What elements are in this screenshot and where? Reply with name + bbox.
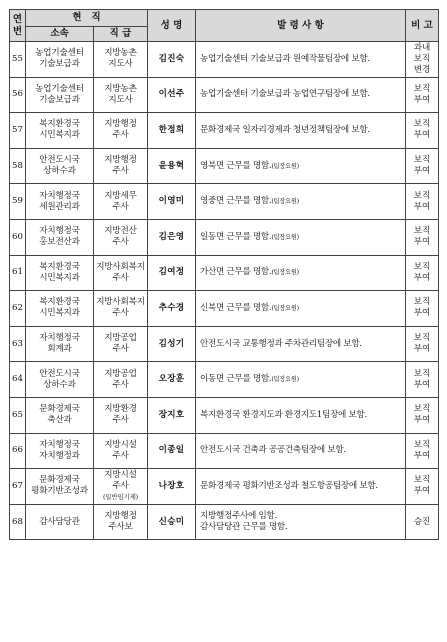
row-name: 한정희	[148, 113, 196, 149]
row-number: 67	[10, 469, 26, 505]
row-order-sub: (팀장요원)	[271, 198, 299, 206]
row-grade: 지방세무 주사	[94, 184, 148, 220]
row-order-detail	[196, 42, 406, 78]
row-remark: 보직 부여	[406, 219, 439, 255]
row-remark: 보직 부여	[406, 291, 439, 327]
row-name: 오장훈	[148, 362, 196, 398]
row-department: 문화경제국 축산과	[26, 397, 94, 433]
table-row	[10, 148, 439, 184]
row-order-text: 신북면 근무를 명함.	[200, 302, 272, 313]
row-order-detail	[196, 255, 406, 291]
row-order-detail	[196, 77, 406, 113]
row-order-sub: (팀장요원)	[271, 269, 299, 277]
row-order-text: 농업기술센터 기술보급과 농업연구팀장에 보함.	[200, 89, 370, 100]
row-grade: 지방행정 주사	[94, 148, 148, 184]
table-row	[10, 326, 439, 362]
row-grade: 지방농촌 지도사	[94, 42, 148, 78]
row-order-sub: (팀장요원)	[271, 304, 299, 312]
row-name: 이종일	[148, 433, 196, 469]
row-department: 자치행정국 회계과	[26, 326, 94, 362]
table-row	[10, 113, 439, 149]
row-grade-text: 지방시설 주사	[104, 469, 137, 491]
row-number: 55	[10, 42, 26, 78]
row-number: 57	[10, 113, 26, 149]
row-remark: 보직 부여	[406, 469, 439, 505]
header-current-position: 현 직	[26, 10, 148, 27]
row-order-text: 농업기술센터 기술보급과 원예작물팀장에 보함.	[200, 53, 370, 64]
row-number: 59	[10, 184, 26, 220]
row-remark: 보직 부여	[406, 113, 439, 149]
row-number: 61	[10, 255, 26, 291]
row-department: 안전도시국 상하수과	[26, 148, 94, 184]
row-order-text: 문화경제국 평화기반조성과 철도항공팀장에 보함.	[200, 480, 378, 491]
header-seq: 연 번	[10, 10, 26, 42]
row-remark: 보직 부여	[406, 397, 439, 433]
row-order-text: 일동면 근무를 명함.	[200, 231, 272, 242]
row-remark: 승진	[406, 504, 439, 540]
row-remark: 보직 부여	[406, 148, 439, 184]
row-name: 장지호	[148, 397, 196, 433]
row-grade: 지방행정 주사보	[94, 504, 148, 540]
row-name: 김여정	[148, 255, 196, 291]
row-order-text: 이동면 근무를 명함.	[200, 374, 272, 385]
row-grade: 지방공업 주사	[94, 362, 148, 398]
row-number: 65	[10, 397, 26, 433]
row-department: 복지환경국 시민복지과	[26, 291, 94, 327]
row-number: 62	[10, 291, 26, 327]
header-grade: 직 급	[94, 27, 148, 42]
table-row	[10, 397, 439, 433]
row-remark: 보직 부여	[406, 326, 439, 362]
row-order-text: 복지환경국 환경지도과 환경지도1팀장에 보함.	[200, 409, 367, 420]
row-name: 김진숙	[148, 42, 196, 78]
row-name: 신승미	[148, 504, 196, 540]
row-department: 자치행정국 자치행정과	[26, 433, 94, 469]
row-number: 64	[10, 362, 26, 398]
table-row	[10, 184, 439, 220]
row-number: 68	[10, 504, 26, 540]
row-department: 자치행정국 세원관리과	[26, 184, 94, 220]
row-order-text: 영중면 근무를 명함.	[200, 196, 272, 207]
row-order-text: 안전도시국 건축과 공공건축팀장에 보함.	[200, 445, 346, 456]
row-order-detail	[196, 504, 406, 540]
row-order-text: 가산면 근무를 명함.	[200, 267, 272, 278]
table-row	[10, 255, 439, 291]
row-remark: 보직 부여	[406, 184, 439, 220]
row-order-detail	[196, 362, 406, 398]
row-grade: 지방환경 주사	[94, 397, 148, 433]
row-order-detail	[196, 397, 406, 433]
row-number: 60	[10, 219, 26, 255]
table-row	[10, 362, 439, 398]
row-department: 농업기술센터 기술보급과	[26, 77, 94, 113]
row-order-sub: (팀장요원)	[271, 162, 299, 170]
row-order-detail	[196, 148, 406, 184]
table-row	[10, 219, 439, 255]
header-remark: 비 고	[406, 10, 439, 42]
row-name: 김은영	[148, 219, 196, 255]
row-department: 감사담당관	[26, 504, 94, 540]
row-order-text: 안전도시국 교통행정과 주차관리팀장에 보함.	[200, 338, 362, 349]
row-grade	[94, 469, 148, 505]
row-name: 추수경	[148, 291, 196, 327]
row-department: 농업기술센터 기술보급과	[26, 42, 94, 78]
table-row	[10, 291, 439, 327]
row-name: 이영미	[148, 184, 196, 220]
header-dept: 소속	[26, 27, 94, 42]
row-grade: 지방전산 주사	[94, 219, 148, 255]
row-remark: 보직 부여	[406, 77, 439, 113]
row-name: 이선주	[148, 77, 196, 113]
row-department: 자치행정국 홍보전산과	[26, 219, 94, 255]
row-order-text: 문화경제국 일자리경제과 청년정책팀장에 보함.	[200, 124, 370, 135]
row-number: 58	[10, 148, 26, 184]
row-number: 63	[10, 326, 26, 362]
row-department: 문화경제국 평화기반조성과	[26, 469, 94, 505]
row-number: 66	[10, 433, 26, 469]
row-order-detail	[196, 469, 406, 505]
row-order-text: 지방행정주사에 임함.	[200, 511, 277, 522]
row-order-text: 영북면 근무를 명함.	[200, 160, 272, 171]
row-grade: 지방사회복지 주사	[94, 291, 148, 327]
header-order: 발 령 사 항	[196, 10, 406, 42]
row-grade: 지방사회복지 주사	[94, 255, 148, 291]
row-order-text-line2: 감사담당관 근무를 명함.	[200, 522, 288, 533]
row-department: 복지환경국 시민복지과	[26, 113, 94, 149]
table-row	[10, 42, 439, 78]
table-row	[10, 469, 439, 505]
row-order-sub: (팀장요원)	[271, 233, 299, 241]
row-grade: 지방공업 주사	[94, 326, 148, 362]
row-order-detail	[196, 184, 406, 220]
row-grade: 지방시설 주사	[94, 433, 148, 469]
row-grade-note: (일반임기제)	[102, 492, 139, 501]
row-department: 복지환경국 시민복지과	[26, 255, 94, 291]
row-name: 윤용혁	[148, 148, 196, 184]
row-name: 김성기	[148, 326, 196, 362]
row-remark: 보직 부여	[406, 433, 439, 469]
row-order-detail	[196, 433, 406, 469]
table-row	[10, 77, 439, 113]
row-order-detail	[196, 113, 406, 149]
row-department: 안전도시국 상하수과	[26, 362, 94, 398]
row-order-detail	[196, 326, 406, 362]
row-order-detail	[196, 219, 406, 255]
row-grade: 지방농촌 지도사	[94, 77, 148, 113]
row-order-sub: (팀장요원)	[271, 376, 299, 384]
row-remark: 보직 부여	[406, 255, 439, 291]
row-remark: 보직 부여	[406, 362, 439, 398]
row-remark: 과내 보직 변경	[406, 42, 439, 78]
table-row	[10, 504, 439, 540]
table-row	[10, 433, 439, 469]
row-name: 나장호	[148, 469, 196, 505]
row-number: 56	[10, 77, 26, 113]
row-order-detail	[196, 291, 406, 327]
header-name: 성 명	[148, 10, 196, 42]
personnel-order-table	[9, 9, 439, 540]
row-grade: 지방행정 주사	[94, 113, 148, 149]
